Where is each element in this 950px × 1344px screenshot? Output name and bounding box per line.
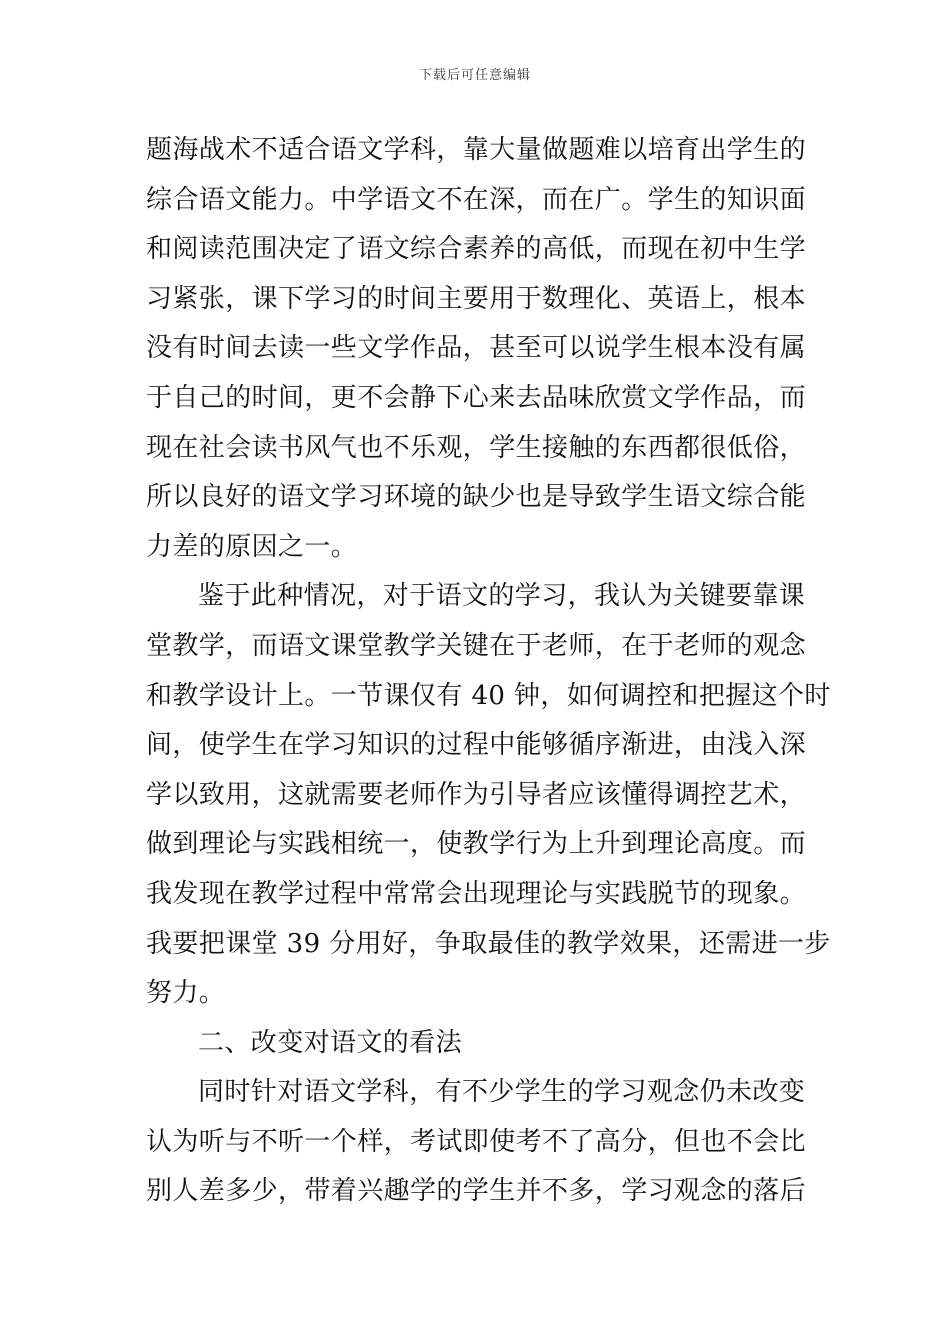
text-line: 现在社会读书风气也不乐观，学生接触的东西都很低俗， (146, 432, 807, 463)
text-line: 力差的原因之一。 (146, 531, 358, 562)
text-line: 和教学设计上。一节课仅有 40 钟，如何调控和把握这个时 (146, 680, 831, 711)
text-line: 于自己的时间，更不会静下心来去品味欣赏文学作品，而 (146, 382, 807, 413)
text-line: 综合语文能力。中学语文不在深，而在广。学生的知识面 (146, 184, 807, 215)
text-line: 我要把课堂 39 分用好，争取最佳的教学效果，还需进一步 (146, 928, 831, 959)
text-line: 别人差多少，带着兴趣学的学生并不多，学习观念的落后 (146, 1176, 807, 1207)
text-line: 认为听与不听一个样，考试即使考不了高分，但也不会比 (146, 1126, 807, 1157)
text-line: 堂教学，而语文课堂教学关键在于老师，在于老师的观念 (146, 630, 807, 661)
text-line: 习紧张，课下学习的时间主要用于数理化、英语上，根本 (146, 283, 807, 314)
text-line: 题海战术不适合语文学科，靠大量做题难以培育出学生的 (146, 135, 807, 165)
text-line: 间，使学生在学习知识的过程中能够循序渐进，由浅入深 (146, 730, 807, 761)
paragraph-first-line: 同时针对语文学科，有不少学生的学习观念仍未改变 (198, 1077, 806, 1108)
text-line: 学以致用，这就需要老师作为引导者应该懂得调控艺术， (146, 779, 807, 810)
document-body (146, 126, 831, 1217)
text-line: 和阅读范围决定了语文综合素养的高低，而现在初中生学 (146, 234, 807, 265)
text-line: 没有时间去读一些文学作品，甚至可以说学生根本没有属 (146, 333, 807, 364)
page-header: 下载后可任意编辑 (418, 68, 531, 83)
text-line: 我发现在教学过程中常常会出现理论与实践脱节的现象。 (146, 878, 807, 909)
section-heading: 二、改变对语文的看法 (198, 1027, 463, 1058)
paragraph-first-line: 鉴于此种情况，对于语文的学习，我认为关键要靠课 (198, 581, 806, 612)
text-line: 努力。 (146, 978, 226, 1009)
text-line: 所以良好的语文学习环境的缺少也是导致学生语文综合能 (146, 482, 807, 513)
text-line: 做到理论与实践相统一，使教学行为上升到理论高度。而 (146, 829, 807, 860)
